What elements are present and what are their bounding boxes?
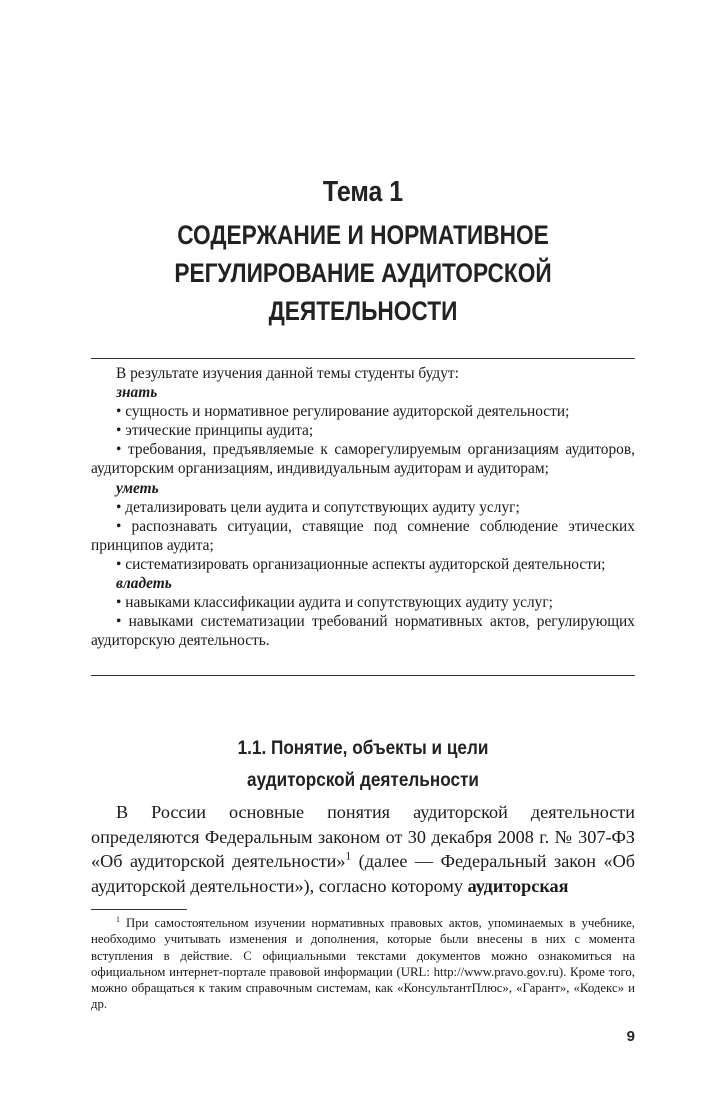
list-item: • систематизировать организационные аспекты аудиторской деятельности; (116, 555, 606, 573)
footnote (91, 915, 635, 1013)
list-item: • требования, предъявляемые к саморегулируемым организациям аудиторов, аудиторским организациям, индивидуальным аудиторам и аудиторам; (91, 441, 635, 478)
paragraph-text: В России основные понятия аудиторской деятельности определяются Федеральным законом от 30 декабря 2008 г. № 307-ФЗ «Об аудиторской деятельности» (91, 802, 635, 871)
outcomes-intro: В результате изучения данной темы студенты будут: (116, 365, 459, 382)
list-item: • детализировать цели аудита и сопутствующих аудиту услуг; (116, 498, 520, 516)
body-text (91, 800, 635, 898)
chapter-title-line: СОДЕРЖАНИЕ И НОРМАТИВНОЕ (177, 220, 549, 250)
master-label: владеть (116, 575, 172, 593)
outcomes-bottom-rule (91, 675, 635, 676)
list-item: • сущность и нормативное регулирование аудиторской деятельности; (116, 403, 570, 421)
chapter-title-line: РЕГУЛИРОВАНИЕ АУДИТОРСКОЙ (174, 258, 552, 288)
footnote-separator (91, 909, 187, 910)
section-title-line: аудиторской деятельности (247, 769, 479, 791)
footnote-paragraph (91, 915, 635, 1013)
term-bold: аудиторская (467, 875, 569, 896)
learning-outcomes (91, 364, 635, 650)
list-item: • навыками классификации аудита и сопутствующих аудиту услуг; (116, 594, 553, 612)
section-heading (91, 732, 635, 796)
page-number: 9 (626, 1028, 635, 1045)
chapter-title-line: ДЕЯТЕЛЬНОСТИ (268, 296, 458, 326)
chapter-title (135, 216, 592, 330)
can-label: уметь (116, 479, 159, 497)
footnote-reference[interactable]: 1 (345, 850, 352, 863)
footnote-number: 1 (116, 914, 120, 924)
body-paragraph (91, 800, 635, 898)
know-label: знать (116, 384, 158, 402)
chapter-number: Тема 1 (322, 176, 404, 208)
footnote-text: При самостоятельном изучении нормативных правовых актов, упоминаемых в учебнике, необходимо учитывать изменения и дополнения, которые были внесены в них с момента вступления в действие. С официальными текстами документов можно ознакомиться на официальном интернет-портале правовой информации (URL: http://www.pravo.gov.ru). Кроме того, можно обращаться к таким справочным системам, как «КонсультантПлюс», «Гарант», «Кодекс» и др. (91, 916, 635, 1012)
list-item: • распознавать ситуации, ставящие под сомнение соблюдение этических принципов аудита; (91, 517, 635, 554)
paragraph-text: (далее — Федеральный закон «Об аудиторской деятельности»), согласно которому (91, 851, 636, 896)
chapter-heading (91, 172, 635, 330)
outcomes-top-rule (91, 358, 635, 359)
list-item: • этические принципы аудита; (116, 422, 314, 440)
section-title-line: 1.1. Понятие, объекты и цели (237, 737, 489, 759)
list-item: • навыками систематизации требований нормативных актов, регулирующих аудиторскую деятельность. (91, 613, 635, 650)
